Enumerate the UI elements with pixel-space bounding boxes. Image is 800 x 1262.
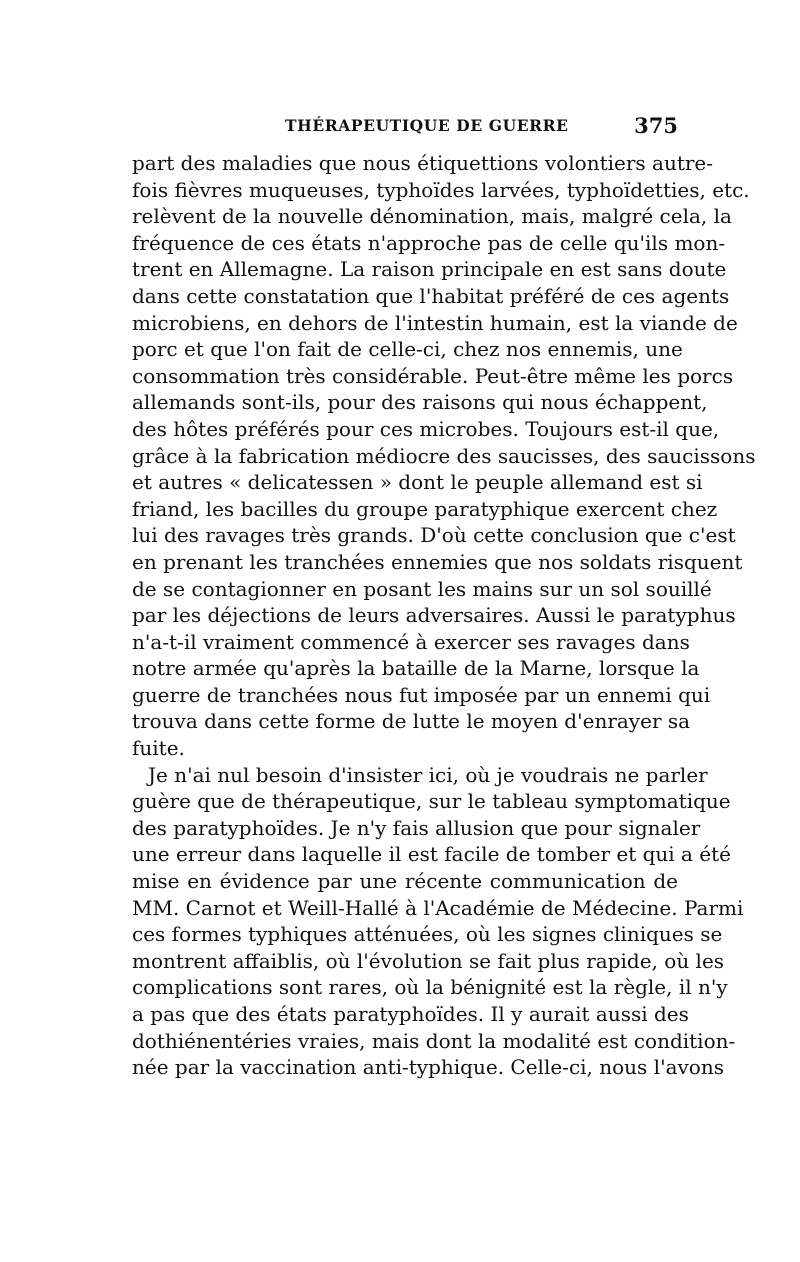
text-line: trent en Allemagne. La raison principale en est sans doute (132, 257, 727, 282)
text-line: dothiénentéries vraies, mais dont la modalité est condition- (132, 1028, 736, 1053)
text-line: a pas que des états paratyphoïdes. Il y aurait aussi des (132, 1002, 689, 1026)
text-line: en prenant les tranchées ennemies que nos soldats risquent (132, 549, 743, 574)
text-line: dans cette constatation que l'habitat préféré de ces agents (132, 283, 730, 308)
text-line: née par la vaccination anti-typhique. Celle-ci, nous l'avons (132, 1055, 724, 1080)
text-line: part des maladies que nous étiquettions volontiers autre- (132, 151, 714, 175)
text-line: consommation très considérable. Peut-être même les porcs (132, 363, 734, 388)
text-line: grâce à la fabrication médiocre des saucisses, des saucissons (132, 443, 756, 468)
text-line: relèvent de la nouvelle dénomination, mais, malgré cela, la (132, 204, 732, 229)
text-line: complications sont rares, où la bénignité est la règle, il n'y (132, 975, 728, 1000)
text-line: lui des ravages très grands. D'où cette conclusion que c'est (132, 523, 736, 548)
text-line: des paratyphoïdes. Je n'y fais allusion que pour signaler (132, 815, 701, 840)
paragraph-first-line: Je n'ai nul besoin d'insister ici, où je voudrais ne parler (148, 762, 708, 787)
body-text (132, 150, 756, 1081)
text-line: guerre de tranchées nous fut imposée par un ennemi qui (132, 682, 711, 707)
text-line: n'a-t-il vraiment commencé à exercer ses ravages dans (132, 629, 690, 654)
text-line: notre armée qu'après la bataille de la Marne, lorsque la (132, 656, 700, 681)
text-line: de se contagionner en posant les mains sur un sol souillé (132, 576, 712, 601)
text-line: porc et que l'on fait de celle-ci, chez nos ennemis, une (132, 337, 683, 362)
text-line: ces formes typhiques atténuées, où les signes cliniques se (132, 922, 723, 947)
running-title: THÉRAPEUTIQUE DE GUERRE (285, 116, 569, 135)
running-head (132, 114, 678, 144)
text-line: fréquence de ces états n'approche pas de celle qu'ils mon- (132, 230, 726, 255)
text-line: MM. Carnot et Weill-Hallé à l'Académie de Médecine. Parmi (132, 895, 744, 920)
text-line: friand, les bacilles du groupe paratyphique exercent chez (132, 496, 718, 521)
text-line: montrent affaiblis, où l'évolution se fait plus rapide, où les (132, 948, 725, 973)
text-line: mise en évidence par une récente communication de (132, 869, 678, 894)
text-line: microbiens, en dehors de l'intestin humain, est la viande de (132, 310, 738, 335)
text-line: des hôtes préférés pour ces microbes. Toujours est-il que, (132, 416, 720, 441)
text-line: trouva dans cette forme de lutte le moyen d'enrayer sa (132, 709, 691, 734)
paragraph-last-line: fuite. (132, 736, 185, 761)
text-line: par les déjections de leurs adversaires. Aussi le paratyphus (132, 603, 736, 628)
text-line: fois fièvres muqueuses, typhoïdes larvées, typhoïdetties, etc. (132, 177, 750, 202)
text-line: et autres « delicatessen » dont le peuple allemand est si (132, 470, 703, 495)
text-line: guère que de thérapeutique, sur le tableau symptomatique (132, 789, 731, 814)
page-number: 375 (634, 113, 678, 138)
text-line: allemands sont-ils, pour des raisons qui nous échappent, (132, 390, 708, 415)
text-line: une erreur dans laquelle il est facile de tomber et qui a été (132, 842, 732, 867)
